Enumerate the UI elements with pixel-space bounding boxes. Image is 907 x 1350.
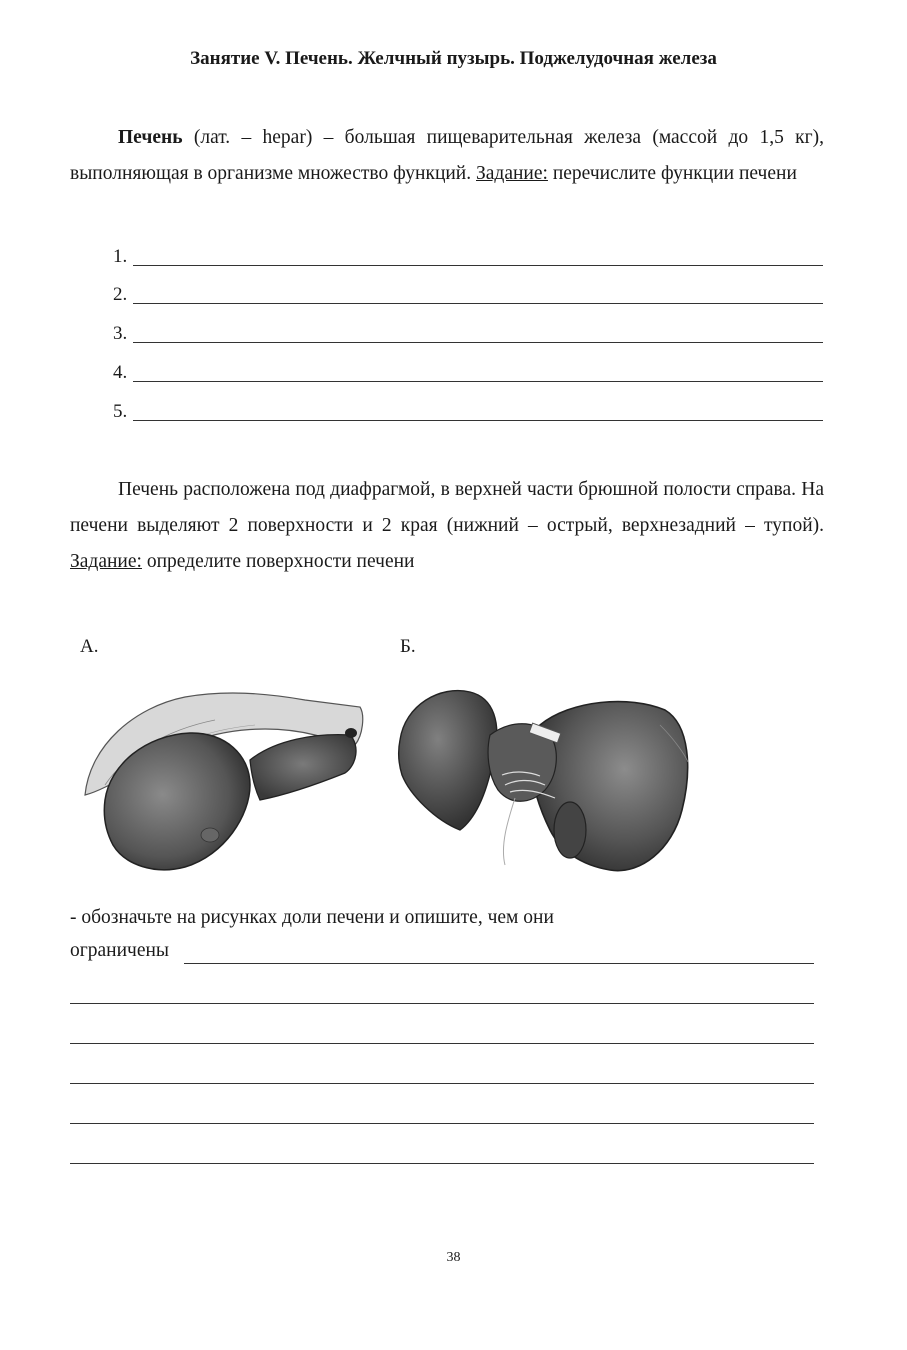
answer-line-lobes-4[interactable] bbox=[70, 1123, 814, 1124]
answer-line-5[interactable]: 5. bbox=[113, 401, 823, 425]
answer-line-3[interactable]: 3. bbox=[113, 323, 823, 347]
answer-line-2[interactable]: 2. bbox=[113, 284, 823, 308]
liver-illustration-b bbox=[390, 680, 695, 880]
answer-line-lobes-1[interactable] bbox=[70, 1003, 814, 1004]
liver-illustration-a bbox=[75, 685, 375, 880]
answer-line-lobes-2[interactable] bbox=[70, 1043, 814, 1044]
answer-line-lobes-5[interactable] bbox=[70, 1163, 814, 1164]
figure-label-b: Б. bbox=[400, 636, 416, 657]
answer-line-4[interactable]: 4. bbox=[113, 362, 823, 386]
figure-label-a: А. bbox=[80, 636, 99, 657]
location-task-text: определите поверхности печени bbox=[141, 551, 415, 572]
task-label: Задание: bbox=[476, 163, 548, 184]
answer-line-lobes-3[interactable] bbox=[70, 1083, 814, 1084]
location-paragraph bbox=[70, 472, 824, 580]
intro-paragraph bbox=[70, 120, 824, 192]
lobes-task-line-2: ограничены bbox=[70, 940, 170, 961]
answer-line-lobes-0[interactable] bbox=[184, 963, 814, 964]
intro-text: (лат. – hepar) – большая пищеварительная железа (массой до 1,5 кг), выполняющая в организме множество функций. bbox=[70, 127, 824, 184]
term-liver: Печень bbox=[118, 127, 183, 148]
intro-task-text: перечислите функции печени bbox=[547, 163, 797, 184]
lobes-task-line-1: - обозначьте на рисунках доли печени и опишите, чем они bbox=[70, 907, 554, 928]
location-text: Печень расположена под диафрагмой, в верхней части брюшной полости справа. На печени выделяют 2 поверхности и 2 края (нижний – острый, верхнезадний – тупой). bbox=[70, 479, 824, 536]
page-title: Занятие V. Печень. Желчный пузырь. Поджелудочная железа bbox=[190, 48, 717, 69]
page-number: 38 bbox=[446, 1250, 461, 1265]
answer-line-1[interactable]: 1. bbox=[113, 246, 823, 270]
task-label-2: Задание: bbox=[70, 551, 142, 572]
